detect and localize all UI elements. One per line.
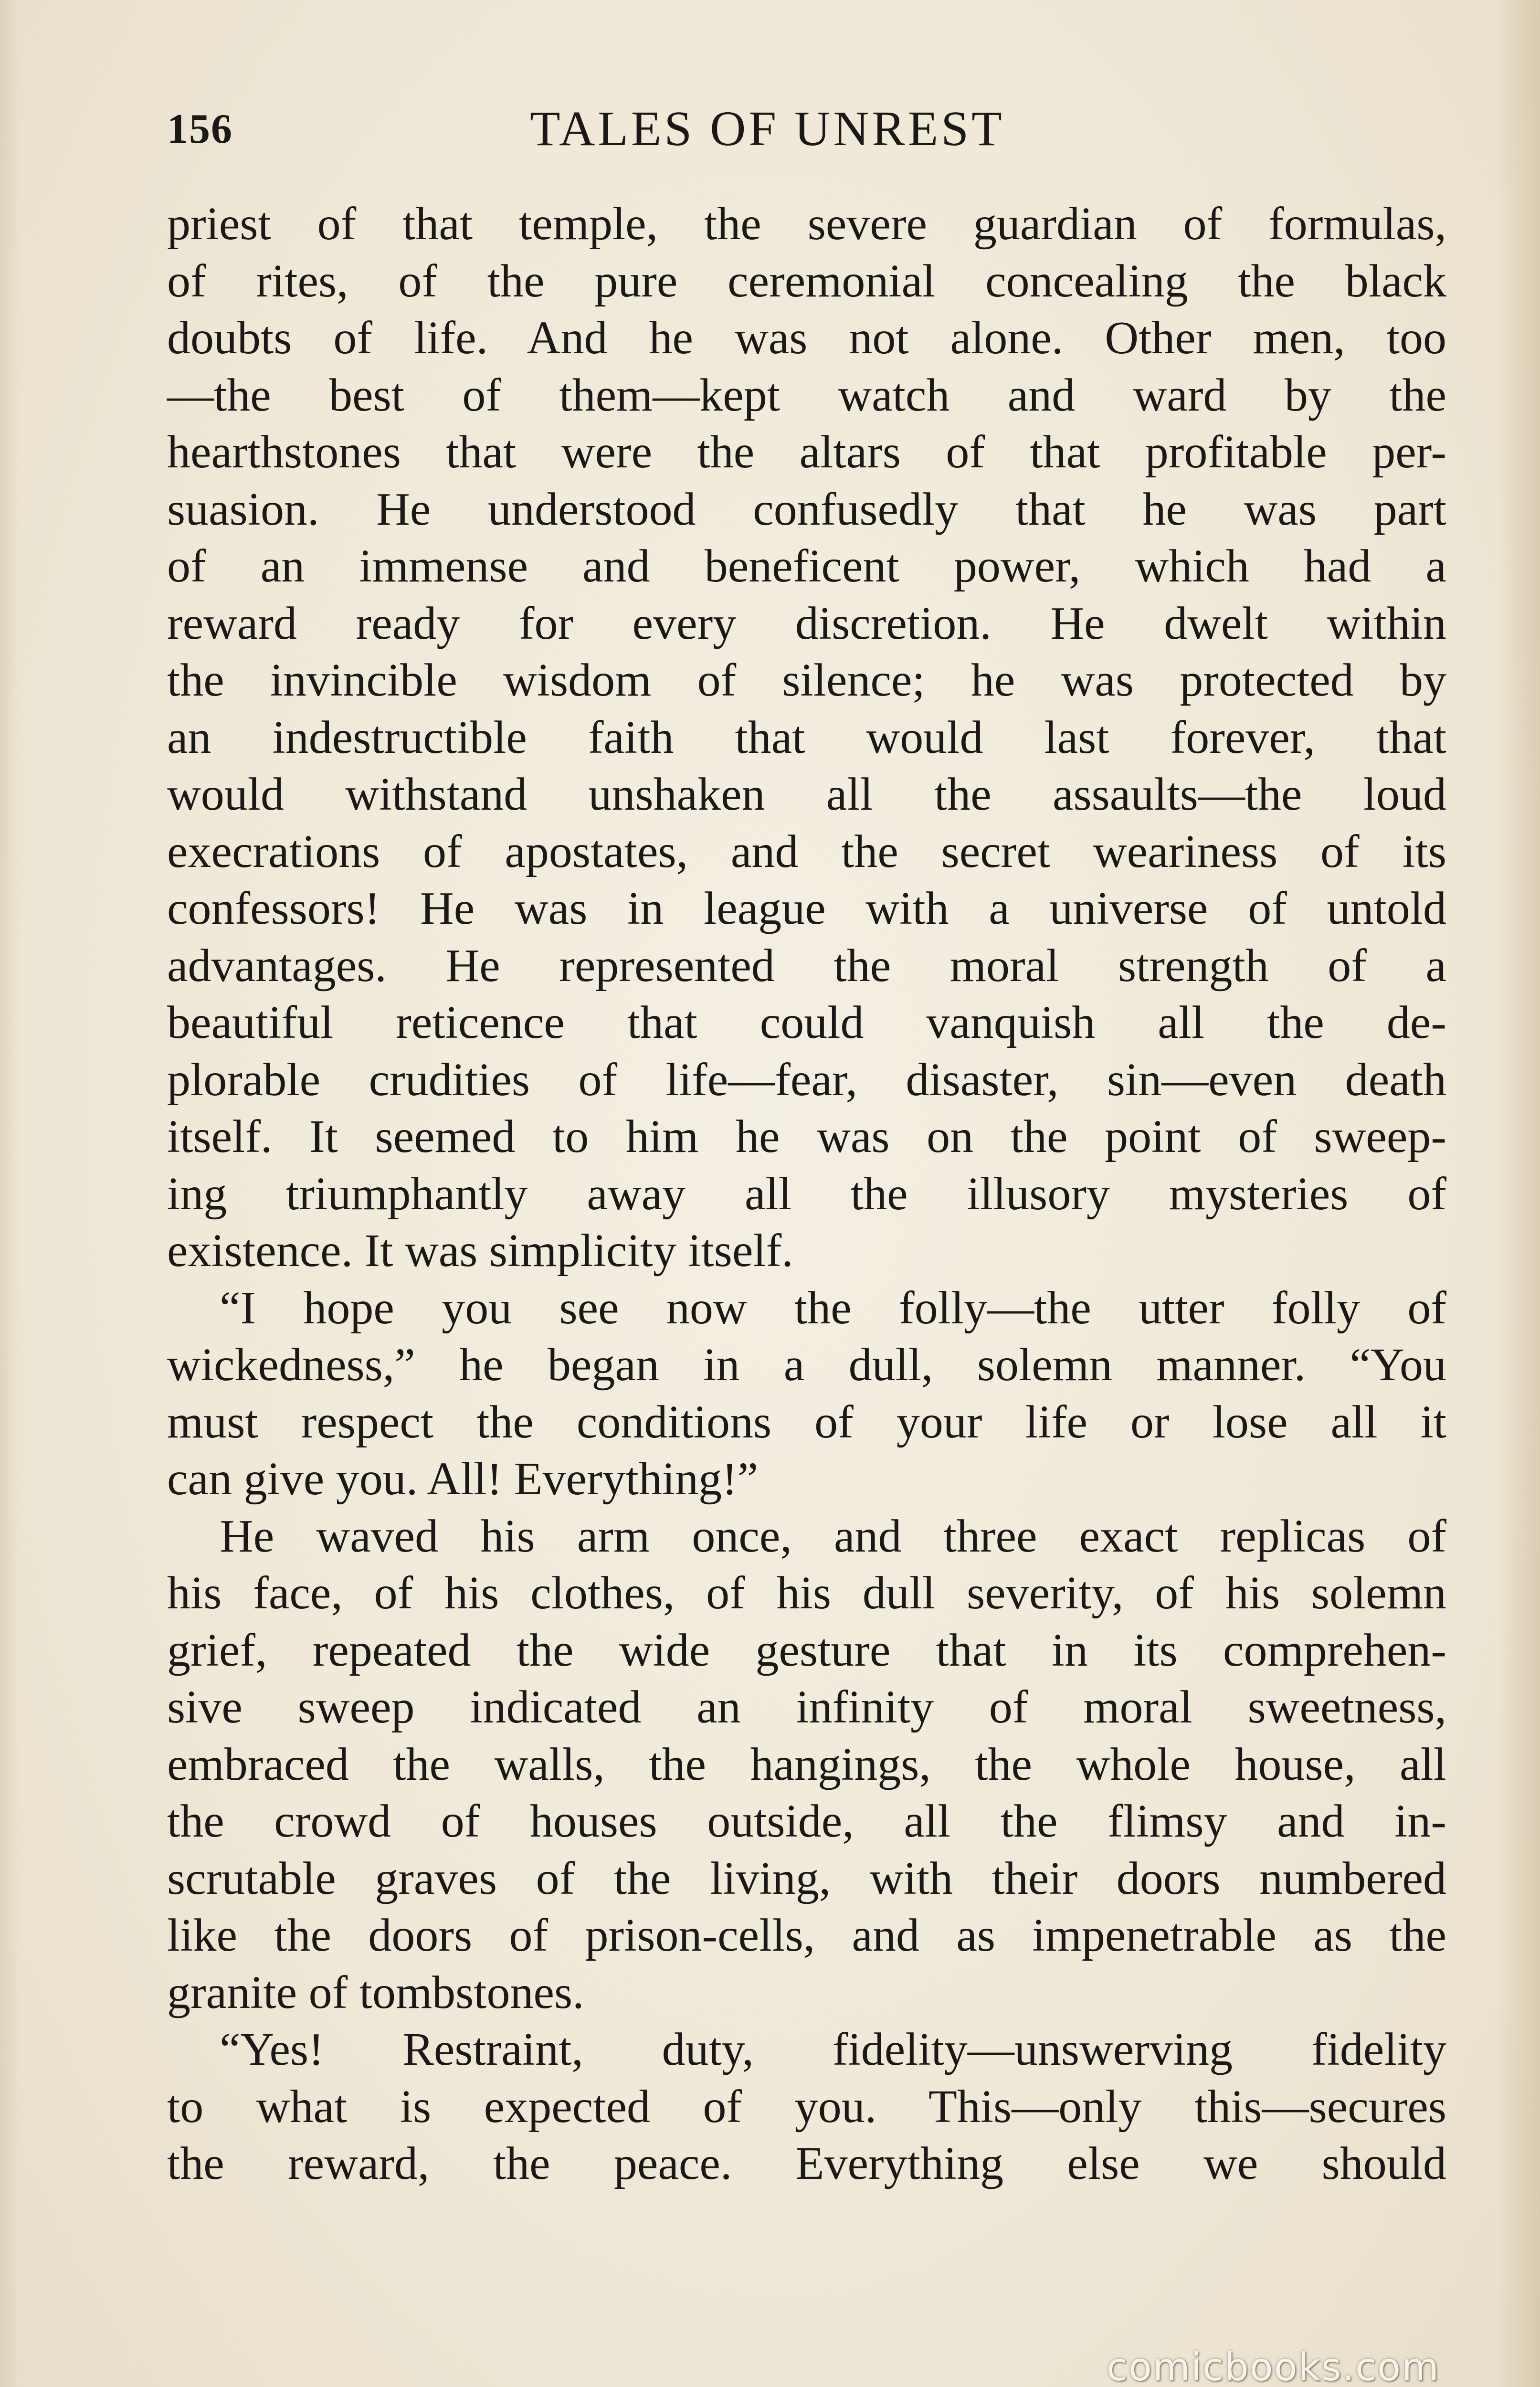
paragraph-start-line: “I hope you see now the folly—the utter folly of: [220, 1282, 1446, 1334]
text-line: beautiful reticence that could vanquish all the de-: [167, 997, 1446, 1048]
text-line: reward ready for every discretion. He dwelt within: [167, 597, 1446, 649]
paragraph-start-line: “Yes! Restraint, duty, fidelity—unswerving fidelity: [220, 2024, 1446, 2075]
text-line: doubts of life. And he was not alone. Other men, too: [167, 312, 1446, 364]
text-line: to what is expected of you. This—only this—secures: [167, 2081, 1446, 2133]
text-line: priest of that temple, the severe guardian of formulas,: [167, 198, 1446, 250]
running-title: TALES OF UNREST: [530, 101, 1005, 156]
text-line: plorable crudities of life—fear, disaster, sin—even death: [167, 1054, 1446, 1106]
paragraph-end-line: granite of tombstones.: [167, 1966, 584, 2018]
text-line: sive sweep indicated an infinity of moral sweetness,: [167, 1681, 1446, 1733]
text-line: —the best of them—kept watch and ward by the: [167, 369, 1446, 421]
paragraph-end-line: existence. It was simplicity itself.: [167, 1225, 793, 1277]
text-line: of an immense and beneficent power, which had a: [167, 540, 1446, 592]
text-line: would withstand unshaken all the assaults—the loud: [167, 769, 1446, 820]
body-text: [167, 196, 1446, 2193]
text-line: the invincible wisdom of silence; he was protected by: [167, 655, 1446, 706]
text-line: itself. It seemed to him he was on the point of sweep-: [167, 1111, 1446, 1162]
text-line: his face, of his clothes, of his dull severity, of his solemn: [167, 1567, 1446, 1619]
text-line: advantages. He represented the moral strength of a: [167, 940, 1446, 992]
page-number: 156: [167, 106, 233, 152]
text-line: of rites, of the pure ceremonial concealing the black: [167, 255, 1446, 307]
text-line: grief, repeated the wide gesture that in its comprehen-: [167, 1624, 1446, 1676]
text-line: wickedness,” he began in a dull, solemn manner. “You: [167, 1339, 1446, 1391]
paragraph-end-line: can give you. All! Everything!”: [167, 1453, 759, 1505]
text-line: suasion. He understood confusedly that he was part: [167, 483, 1446, 535]
text-line: must respect the conditions of your life or lose all it: [167, 1396, 1446, 1448]
page-edge-right: [1497, 0, 1540, 2387]
running-head: [167, 95, 1446, 162]
text-line: like the doors of prison-cells, and as impenetrable as the: [167, 1910, 1446, 1961]
text-line: ing triumphantly away all the illusory mysteries of: [167, 1168, 1446, 1220]
paragraph-start-line: He waved his arm once, and three exact replicas of: [220, 1510, 1446, 1562]
page-edge-left: [0, 0, 19, 2387]
text-line: the reward, the peace. Everything else we should: [167, 2138, 1446, 2189]
text-line: the crowd of houses outside, all the flimsy and in-: [167, 1796, 1446, 1847]
text-line: hearthstones that were the altars of that profitable per-: [167, 426, 1446, 478]
text-line: embraced the walls, the hangings, the whole house, all: [167, 1738, 1446, 1790]
text-line: execrations of apostates, and the secret weariness of its: [167, 825, 1446, 877]
text-line: confessors! He was in league with a universe of untold: [167, 883, 1446, 934]
watermark: comicbooks.com: [1106, 2345, 1440, 2387]
text-line: scrutable graves of the living, with their doors numbered: [167, 1852, 1446, 1904]
text-line: an indestructible faith that would last forever, that: [167, 711, 1446, 763]
